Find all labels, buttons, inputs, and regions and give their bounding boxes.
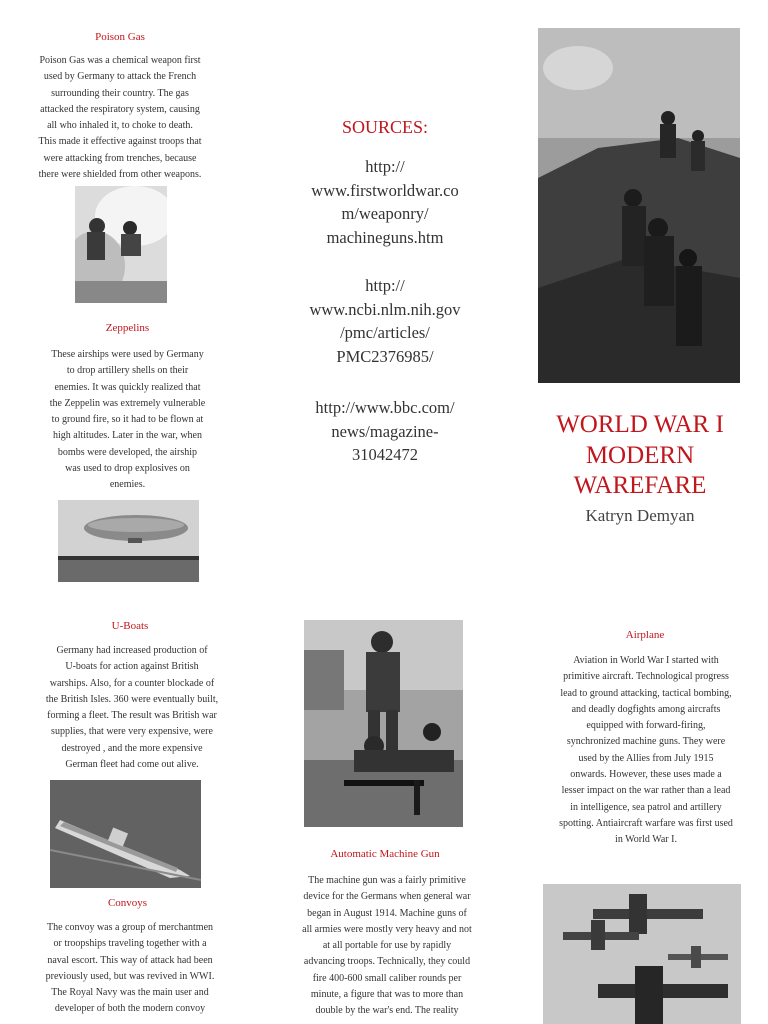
zeppelins-heading: Zeppelins xyxy=(105,322,150,334)
machine-gun-heading: Automatic Machine Gun xyxy=(330,848,440,860)
text-line: to ground fire, so it had to be flown at xyxy=(51,414,204,426)
sources-title: SOURCES: xyxy=(341,117,429,137)
title-line: WORLD WAR I xyxy=(556,411,724,438)
source-line: http://www.bbc.com/ xyxy=(315,398,455,417)
text-line: synchronized machine guns. They were xyxy=(566,736,726,748)
text-line: advancing troops. Technically, they could xyxy=(303,956,471,968)
text-line: was used to drop explosives on xyxy=(65,463,190,475)
source-line: /pmc/articles/ xyxy=(340,323,430,342)
text-line: U-boats for action against British xyxy=(65,661,199,673)
source-line: http:// xyxy=(365,276,405,295)
source-line: machineguns.htm xyxy=(326,227,444,247)
text-line: primitive aircraft. Technological progress xyxy=(563,671,729,683)
airplane-text xyxy=(535,653,757,849)
text-line: high altitudes. Later in the war, when xyxy=(53,430,202,442)
brochure-title xyxy=(532,410,748,502)
text-line: used by the Allies from July 1915 xyxy=(578,752,714,764)
zeppelin-photo xyxy=(58,500,199,582)
convoys-text xyxy=(20,920,240,1018)
source-link-2[interactable] xyxy=(290,274,480,368)
text-line: attacked the respiratory system, causing xyxy=(40,103,200,115)
text-line: Germany had increased production of xyxy=(56,645,208,656)
poison-gas-heading: Poison Gas xyxy=(95,31,145,43)
source-line: 31042472 xyxy=(352,445,418,464)
poison-gas-text xyxy=(15,53,225,183)
text-line: double by the war's end. The reality xyxy=(315,1005,459,1017)
text-line: German fleet had come out alive. xyxy=(65,759,199,771)
text-line: lead to ground attacking, tactical bombing, xyxy=(560,687,732,699)
text-line: used by Germany to attack the French xyxy=(43,71,197,83)
zeppelins-text xyxy=(20,347,235,494)
source-link-1[interactable] xyxy=(290,155,480,249)
text-line: all who inhaled it, to choke to death. xyxy=(47,120,193,132)
uboat-photo xyxy=(50,780,201,888)
uboats-heading: U-Boats xyxy=(111,620,149,632)
title-line: WAREFARE xyxy=(573,472,707,499)
title-line: MODERN xyxy=(585,441,695,469)
text-line: spotting. Antiaircraft warfare was first used xyxy=(559,817,733,829)
poison-gas-photo xyxy=(75,186,167,303)
airplane-heading: Airplane xyxy=(625,629,665,641)
trench-soldiers-photo xyxy=(538,28,740,383)
text-line: began in August 1914. Machine guns of xyxy=(307,907,467,919)
text-line: These airships were used by Germany xyxy=(51,349,204,360)
text-line: onwards. However, these uses made a xyxy=(570,769,722,781)
text-line: supplies, that were very expensive, were xyxy=(51,726,213,738)
text-line: The machine gun was a fairly primitive xyxy=(308,875,466,886)
text-line: surrounding their country. The gas xyxy=(51,87,189,99)
text-line: were attacking from trenches, because xyxy=(43,152,197,164)
uboats-text xyxy=(22,643,242,773)
author-name: Katryn Demyan xyxy=(585,506,695,525)
source-line: PMC2376985/ xyxy=(336,346,434,366)
convoys-heading: Convoys xyxy=(107,897,148,909)
source-line: www.ncbi.nlm.nih.gov xyxy=(309,299,461,319)
text-line: the British Isles. 360 were eventually built, xyxy=(45,693,219,705)
text-line: enemies. xyxy=(109,479,146,491)
text-line: there were shielded from other weapons. xyxy=(38,169,202,181)
text-line: The convoy was a group of merchantmen xyxy=(46,922,214,933)
airplane-photo xyxy=(543,884,741,1024)
text-line: equipped with forward-firing, xyxy=(586,720,706,732)
text-line: device for the Germans when general war xyxy=(303,891,471,903)
text-line: at all portable for use by rapidly xyxy=(322,940,452,952)
text-line: developer of both the modern convoy xyxy=(54,1003,206,1015)
text-line: the Zeppelin was extremely vulnerable xyxy=(49,397,206,409)
text-line: all armies were mostly very heavy and not xyxy=(302,923,472,935)
text-line: bombs were developed, the airship xyxy=(57,446,198,458)
text-line: in World War I. xyxy=(615,834,677,846)
text-line: Aviation in World War I started with xyxy=(573,655,719,666)
machine-gun-photo xyxy=(304,620,463,827)
source-line: news/magazine- xyxy=(331,421,439,441)
text-line: Poison Gas was a chemical weapon first xyxy=(39,55,201,66)
text-line: The Royal Navy was the main user and xyxy=(51,987,209,999)
text-line: naval escort. This way of attack had been xyxy=(47,954,213,966)
text-line: enemies. It was quickly realized that xyxy=(54,381,201,393)
source-line: http:// xyxy=(365,157,405,176)
text-line: fire 400-600 small caliber rounds per xyxy=(312,972,462,984)
text-line: to drop artillery shells on their xyxy=(66,365,189,377)
source-line: m/weaponry/ xyxy=(341,204,429,223)
text-line: minute, a figure that was to more than xyxy=(310,989,464,1001)
text-line: This made it effective against troops that xyxy=(38,136,202,148)
text-line: lesser impact on the war rather than a lead xyxy=(561,785,731,797)
text-line: destroyed , and the more expensive xyxy=(61,742,203,754)
text-line: warships. Also, for a counter blockade of xyxy=(49,677,215,689)
text-line: and deadly dogfights among aircrafts xyxy=(571,703,721,715)
machine-gun-text xyxy=(282,873,492,1020)
source-line: www.firstworldwar.co xyxy=(311,180,459,200)
text-line: or troopships traveling together with a xyxy=(53,938,207,950)
text-line: forming a fleet. The result was British war xyxy=(47,710,217,722)
text-line: in intelligence, sea patrol and artillery xyxy=(570,801,722,813)
text-line: previously used, but was revived in WWI. xyxy=(45,970,215,982)
source-link-3[interactable] xyxy=(290,396,480,467)
